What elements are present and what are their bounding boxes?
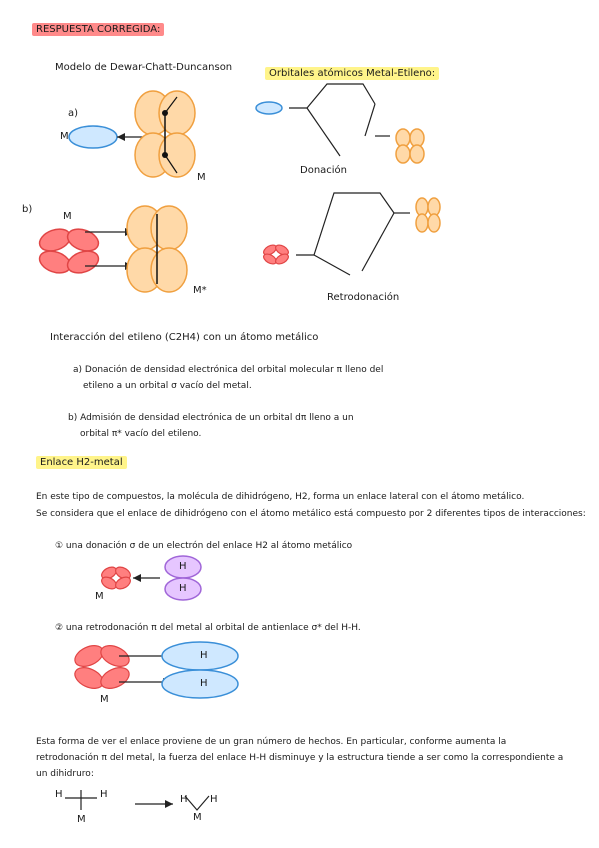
fig-a-m-right: M bbox=[197, 172, 206, 183]
point-b-line1: b) Admisión de densidad electrónica de un orbital dπ lleno a un bbox=[68, 413, 354, 423]
fig-a-m-left: M bbox=[60, 131, 69, 142]
backdonation-label: Retrodonación bbox=[327, 292, 400, 303]
backdonation-diagram bbox=[262, 185, 462, 285]
model-heading: Modelo de Dewar-Chatt-Duncanson bbox=[55, 62, 233, 73]
fig-a-label: a) bbox=[68, 108, 79, 119]
final-line2: retrodonación π del metal, la fuerza del enlace H-H disminuye y la estructura tiende a ser como la correspondiente a bbox=[36, 753, 564, 763]
h2-para-line1: En este tipo de compuestos, la molécula de dihidrógeno, H2, forma un enlace lateral con el átomo metálico. bbox=[36, 492, 525, 502]
h2-para-line2: Se considera que el enlace de dihidrógeno con el átomo metálico está compuesto por 2 diferentes tipos de interacciones: bbox=[36, 509, 586, 519]
point-a-line2: etileno a un orbital σ vacío del metal. bbox=[83, 381, 252, 391]
item-1: ① una donación σ de un electrón del enlace H2 al átomo metálico bbox=[55, 541, 353, 551]
donation-label: Donación bbox=[300, 165, 348, 176]
point-b-line2: orbital π* vacío del etileno. bbox=[80, 429, 202, 439]
dihydride-h2: H bbox=[100, 789, 108, 800]
dihydride-m1: M bbox=[77, 814, 86, 825]
dihydride-m2: M bbox=[193, 812, 202, 823]
fig-b-label: b) bbox=[22, 204, 33, 215]
sigma-donation-diagram bbox=[95, 555, 205, 605]
m-label-1: M bbox=[95, 591, 104, 602]
fig-a-diagram bbox=[55, 85, 215, 185]
interaction-title: Interacción del etileno (C2H4) con un átomo metálico bbox=[50, 332, 319, 343]
page-title: RESPUESTA CORREGIDA: bbox=[32, 24, 164, 36]
orbitals-heading: Orbitales atómicos Metal-Etileno: bbox=[265, 68, 439, 80]
fig-b-diagram bbox=[35, 200, 205, 300]
final-line1: Esta forma de ver el enlace proviene de un gran número de hechos. En particular, conforme aumenta la bbox=[36, 737, 507, 747]
fig-b-m-top: M bbox=[63, 211, 72, 222]
final-line3: un dihidruro: bbox=[36, 769, 94, 779]
h-label-2: H bbox=[179, 583, 187, 594]
donation-diagram bbox=[255, 80, 455, 180]
point-a-line1: a) Donación de densidad electrónica del orbital molecular π lleno del bbox=[73, 365, 384, 375]
h2-heading: Enlace H2-metal bbox=[36, 457, 127, 469]
h-label-3: H bbox=[200, 650, 208, 661]
h-orbital-blue bbox=[69, 126, 117, 148]
h-label-1: H bbox=[179, 561, 187, 572]
h-label-4: H bbox=[200, 678, 208, 689]
fig-b-m-star: M* bbox=[193, 285, 207, 296]
dihydride-h4: H bbox=[210, 794, 218, 805]
dihydride-h1: H bbox=[55, 789, 63, 800]
item-2: ② una retrodonación π del metal al orbital de antienlace σ* del H-H. bbox=[55, 623, 361, 633]
m-label-2: M bbox=[100, 694, 109, 705]
dihydride-h3: H bbox=[180, 794, 188, 805]
